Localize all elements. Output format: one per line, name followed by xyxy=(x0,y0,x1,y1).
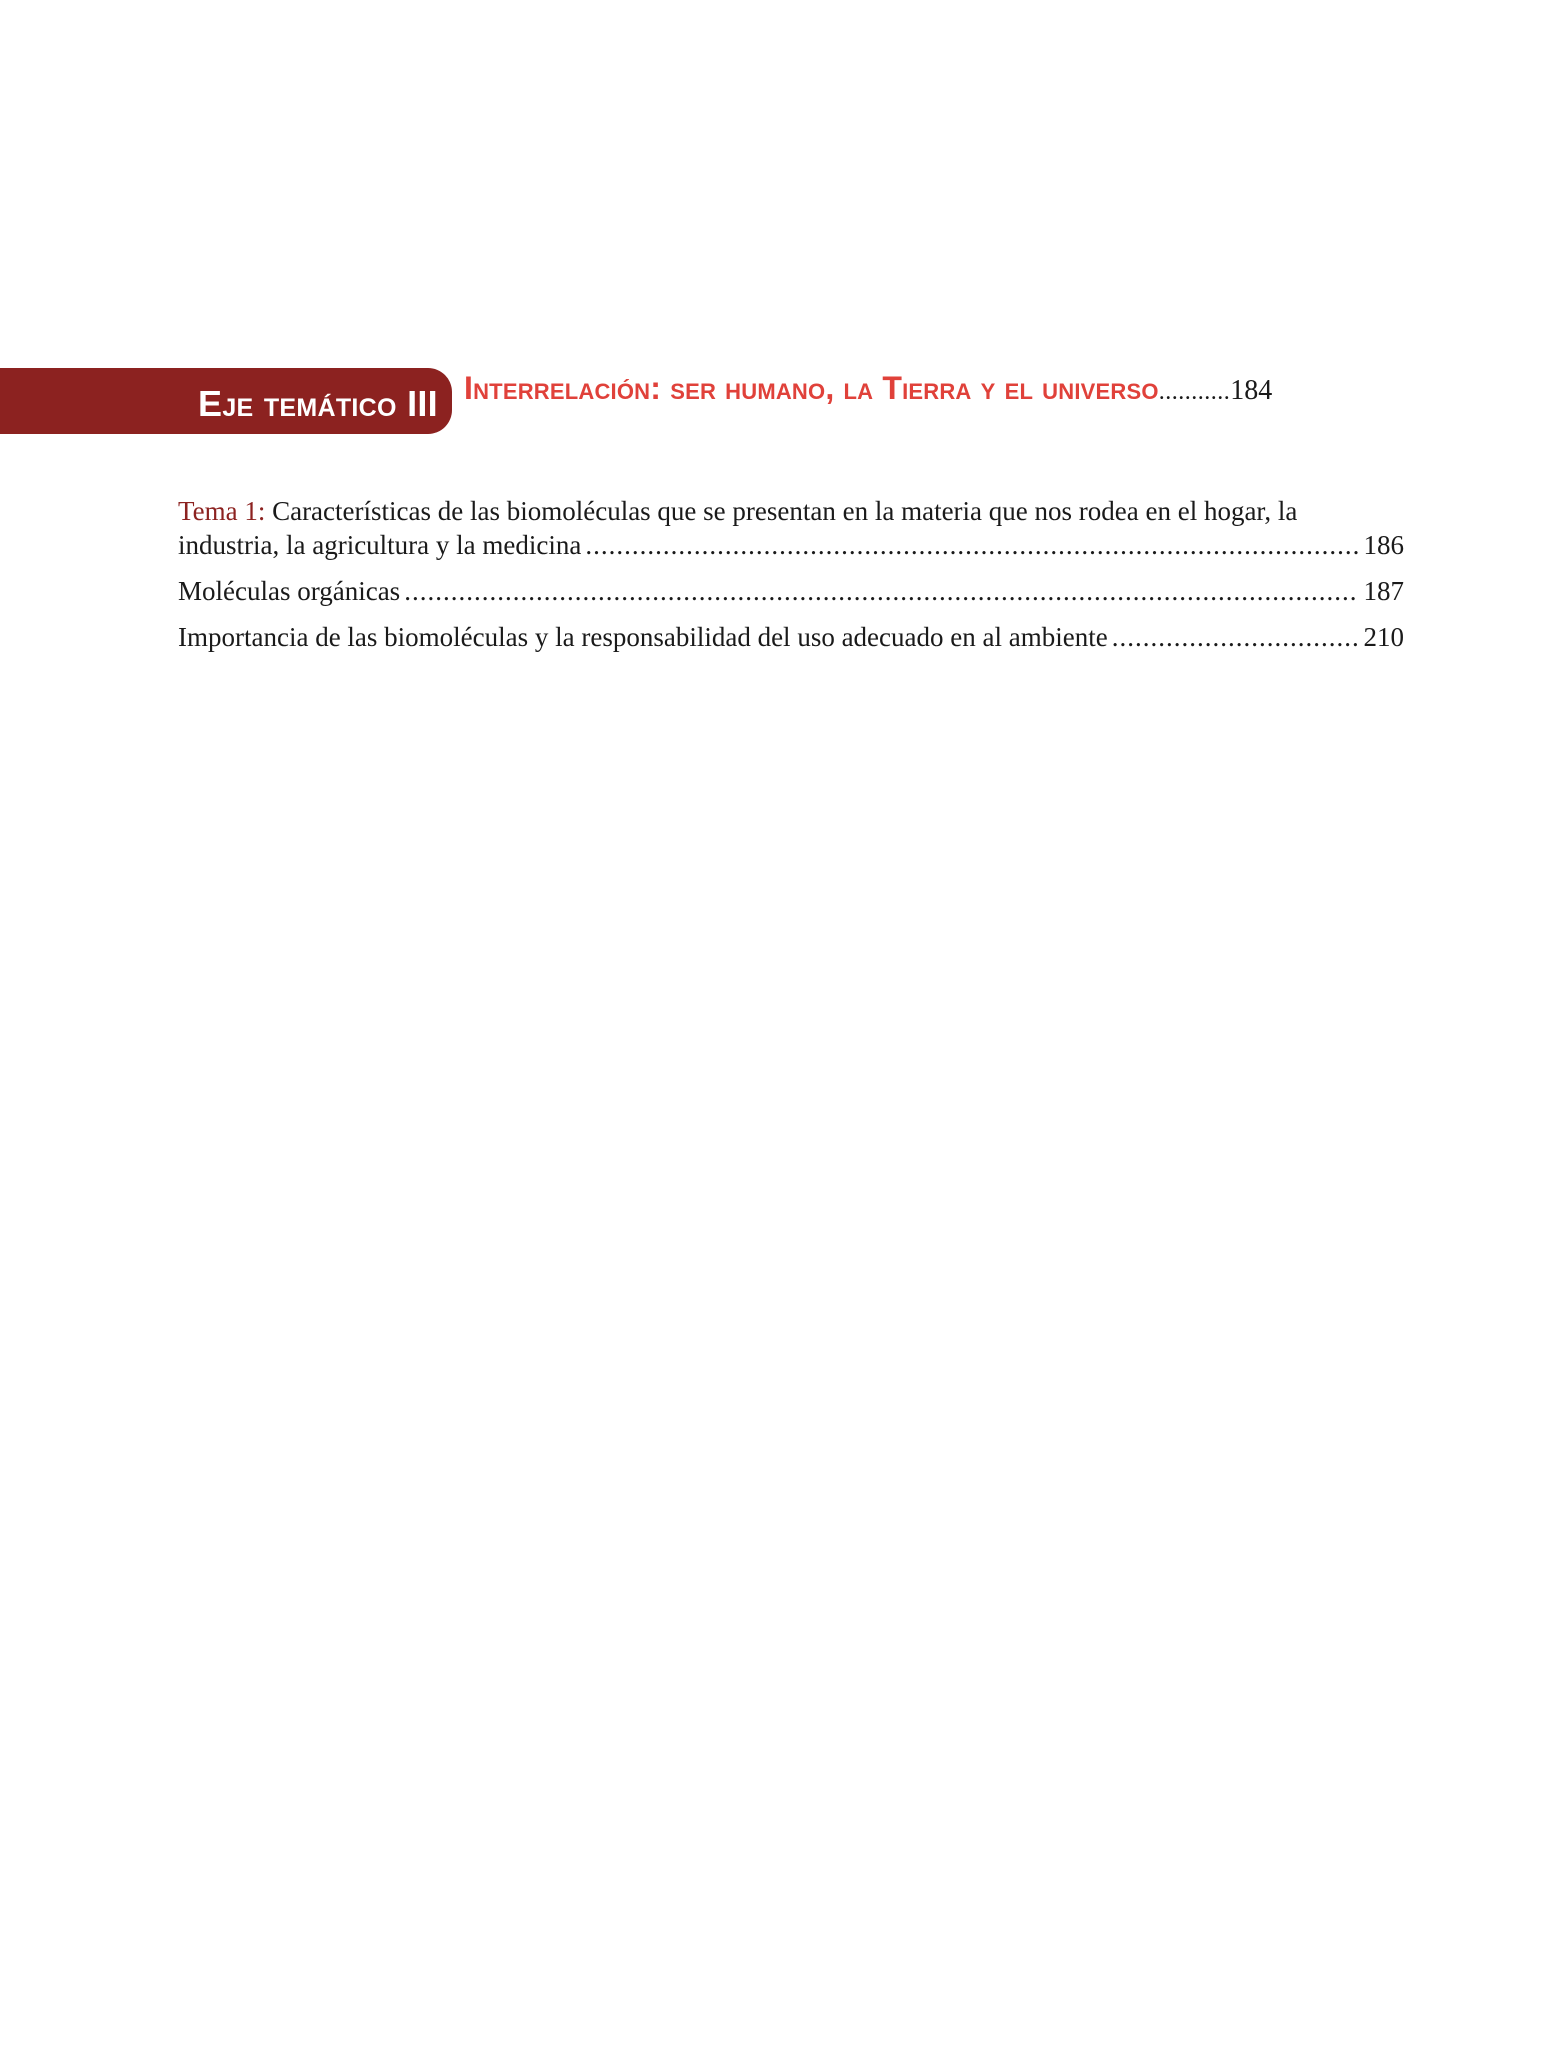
toc-entry-line xyxy=(178,620,1404,654)
toc-entry-tema-1[interactable] xyxy=(178,494,1404,562)
toc-entry-title-line2: industria, la agricultura y la medicina xyxy=(178,530,582,560)
toc-entry-line xyxy=(178,494,1404,528)
toc-entry-importancia-biomoleculas[interactable] xyxy=(178,620,1404,654)
section-axis-tab xyxy=(0,368,452,434)
toc-leader-dots xyxy=(404,574,1357,608)
toc-page-number: 186 xyxy=(1363,530,1404,560)
section-axis-label: Eje temático III xyxy=(198,383,438,424)
toc-leader-dots xyxy=(1112,620,1358,654)
toc-entry-title: Importancia de las biomoléculas y la responsabilidad del uso adecuado en al ambiente xyxy=(178,622,1108,652)
toc-leader-dots xyxy=(585,528,1357,562)
toc-page-number: 187 xyxy=(1363,576,1404,606)
toc-entry-line xyxy=(178,528,1404,562)
toc-entry-text xyxy=(178,494,1297,528)
section-title: Interrelación: ser humano, la Tierra y el universo xyxy=(464,370,1159,406)
toc-page-number: 210 xyxy=(1363,622,1404,652)
section-title-row[interactable] xyxy=(464,370,1392,420)
table-of-contents xyxy=(178,494,1404,666)
toc-entry-title-line1: Características de las biomoléculas que se presentan en la materia que nos rodea en el hogar, la xyxy=(265,496,1298,526)
toc-entry-title: Moléculas orgánicas xyxy=(178,576,401,606)
section-leader-dots: ........... xyxy=(1158,379,1231,405)
toc-entry-moleculas-organicas[interactable] xyxy=(178,574,1404,608)
toc-entry-line xyxy=(178,574,1404,608)
section-page-number: 184 xyxy=(1230,375,1273,406)
toc-topic-prefix: Tema 1: xyxy=(178,496,266,526)
